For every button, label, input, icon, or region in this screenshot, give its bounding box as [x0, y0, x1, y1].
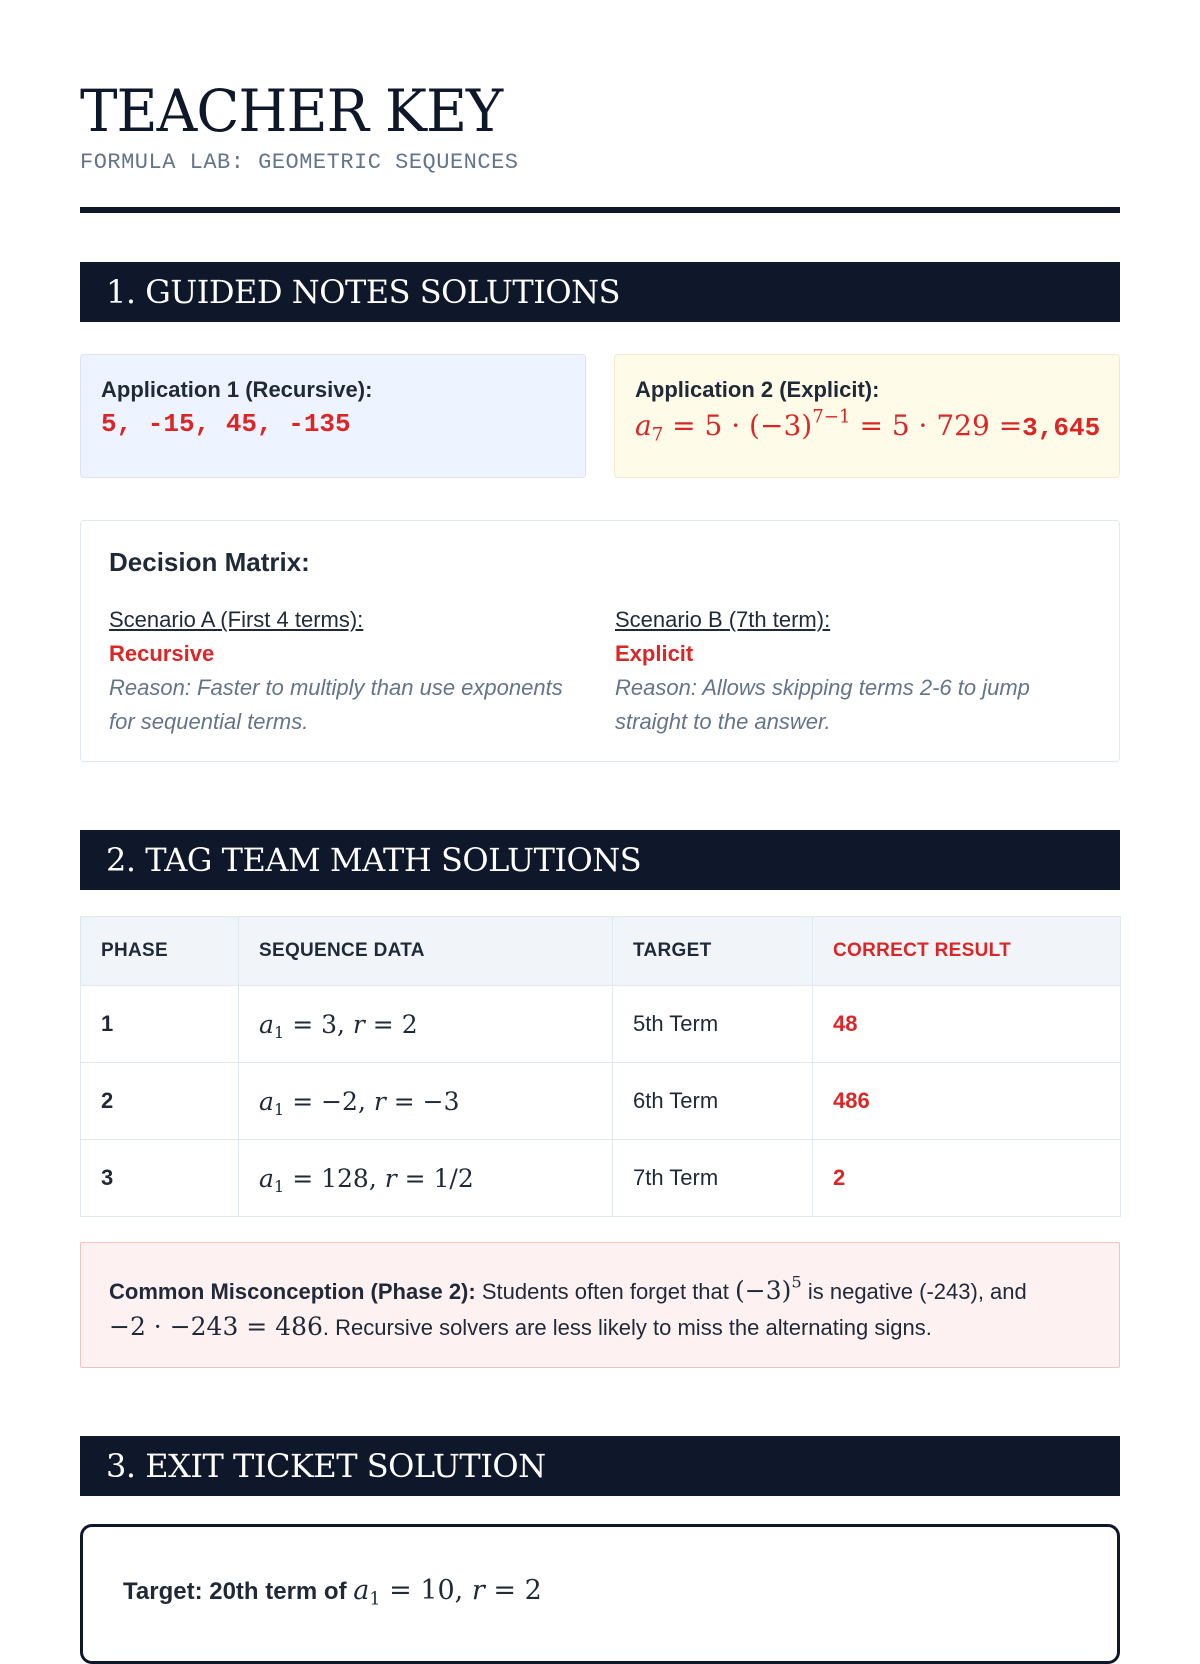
header-target: TARGET: [613, 917, 813, 986]
sequence-data-cell: $a_1 = 128$, r = 1/2: [239, 1140, 613, 1217]
scenario-a: [109, 603, 589, 739]
tag-team-table: [80, 916, 1121, 1217]
exit-ticket-box: [80, 1524, 1120, 1664]
misconception-equation: −2 · −243 = 486: [109, 1312, 323, 1341]
application-1-answer: 5, -15, 45, -135: [101, 409, 351, 439]
formula-subscript: 7: [651, 424, 664, 446]
decision-matrix-title: Decision Matrix:: [109, 547, 310, 577]
phase-cell: 2: [81, 1063, 239, 1140]
phase-cell: 1: [81, 986, 239, 1063]
sequence-data-cell: $a_1 = 3$, r = 2: [239, 986, 613, 1063]
title-divider: [80, 207, 1120, 213]
scenario-b-method: Explicit: [615, 641, 694, 666]
section-heading-tag-team: 2. TAG TEAM MATH SOLUTIONS: [80, 830, 1120, 890]
formula-exponent: 7−1: [812, 406, 851, 428]
formula-rest: = 5 · 729 =: [850, 409, 1023, 442]
scenario-a-method: Recursive: [109, 641, 215, 666]
application-2-box: [614, 354, 1120, 478]
page-title: TEACHER KEY: [80, 77, 503, 145]
result-cell: 2: [813, 1140, 1121, 1217]
target-cell: 7th Term: [613, 1140, 813, 1217]
misconception-power: $(-3)^5$: [735, 1272, 802, 1305]
application-2-label: Application 2 (Explicit):: [635, 377, 880, 402]
result-cell: 48: [813, 986, 1121, 1063]
decision-matrix: [80, 520, 1120, 762]
section-heading-exit-ticket: 3. EXIT TICKET SOLUTION: [80, 1436, 1120, 1496]
target-cell: 5th Term: [613, 986, 813, 1063]
result-cell: 486: [813, 1063, 1121, 1140]
header-correct-result: CORRECT RESULT: [813, 917, 1121, 986]
page-subtitle: FORMULA LAB: GEOMETRIC SEQUENCES: [80, 150, 519, 175]
formula-variable: a: [635, 409, 652, 442]
formula-middle: = 5 · (−3): [663, 409, 813, 442]
table-row: [81, 1140, 1121, 1217]
scenario-a-reason: Reason: Faster to multiply than use exponents for sequential terms.: [109, 675, 563, 734]
scenario-a-label: Scenario A (First 4 terms):: [109, 607, 364, 632]
section-heading-guided-notes: 1. GUIDED NOTES SOLUTIONS: [80, 262, 1120, 322]
header-sequence-data: SEQUENCE DATA: [239, 917, 613, 986]
phase-cell: 3: [81, 1140, 239, 1217]
application-2-formula: [635, 406, 1101, 446]
table-row: [81, 1063, 1121, 1140]
scenario-b-label: Scenario B (7th term):: [615, 607, 831, 632]
target-cell: 6th Term: [613, 1063, 813, 1140]
table-header-row: [81, 917, 1121, 986]
scenario-b-reason: Reason: Allows skipping terms 2-6 to jump straight to the answer.: [615, 675, 1030, 734]
misconception-callout: Common Misconception (Phase 2): Students often forget that $(-3)^5$ is negative (-243), and −2 · −243 = 486. Recursive solvers are less likely to miss the alternating signs.: [80, 1242, 1120, 1368]
misconception-lead: Common Misconception (Phase 2):: [109, 1279, 476, 1304]
application-1-box: [80, 354, 586, 478]
exit-ticket-target: Target: 20th term of $a_1 = 10$, r = 2: [123, 1575, 542, 1610]
sequence-data-cell: $a_1 = -2$, r = −3: [239, 1063, 613, 1140]
application-2-answer: 3,645: [1022, 413, 1101, 443]
table-row: [81, 986, 1121, 1063]
header-phase: PHASE: [81, 917, 239, 986]
application-1-label: Application 1 (Recursive):: [101, 377, 373, 402]
scenario-b: [615, 603, 1095, 739]
